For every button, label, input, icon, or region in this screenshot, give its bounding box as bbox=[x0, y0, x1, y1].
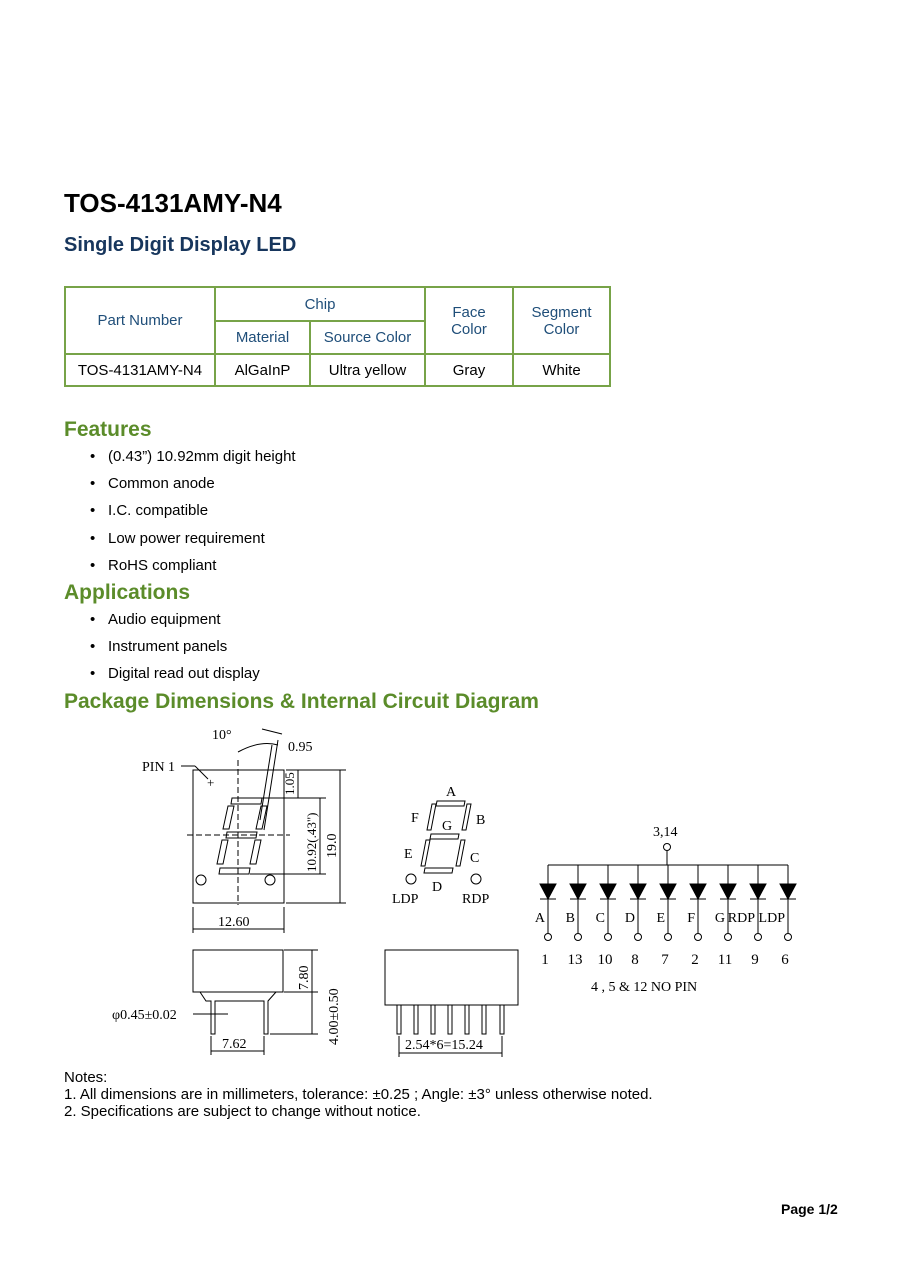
circuit-segment-label: LDP bbox=[758, 911, 785, 926]
th-chip: Chip bbox=[215, 287, 425, 321]
pin1-label: PIN 1 bbox=[142, 760, 176, 775]
list-item: • Audio equipment bbox=[88, 612, 260, 639]
list-item: • Common anode bbox=[88, 476, 296, 503]
notes-block bbox=[64, 1069, 653, 1120]
circuit-pin-number: 9 bbox=[751, 952, 759, 968]
circuit-pin-number: 13 bbox=[567, 952, 583, 968]
svg-text:+: + bbox=[207, 775, 215, 790]
dim-pitch-label: 2.54*6=15.24 bbox=[405, 1038, 483, 1053]
diode-symbol bbox=[750, 884, 766, 899]
td-material: AlGaInP bbox=[215, 354, 310, 386]
circuit-segment-label: C bbox=[595, 911, 605, 926]
circuit-pin-number: 8 bbox=[631, 952, 639, 968]
circuit-pin-number: 11 bbox=[717, 952, 733, 968]
features-heading: Features bbox=[64, 418, 152, 441]
seg-c-label: C bbox=[470, 851, 480, 866]
td-segment-color: White bbox=[513, 354, 610, 386]
slant-dim-label: 0.95 bbox=[288, 740, 313, 755]
document-subtitle: Single Digit Display LED bbox=[64, 234, 297, 256]
th-face-color-line2: Color bbox=[451, 320, 487, 338]
circuit-pin-number: 1 bbox=[541, 952, 549, 968]
notes-heading: Notes: bbox=[64, 1069, 108, 1086]
th-segment-color-line1: Segment bbox=[531, 303, 592, 321]
dim-row-label: 7.62 bbox=[222, 1037, 247, 1052]
circuit-pin-number: 2 bbox=[691, 952, 699, 968]
seg-g-label: G bbox=[442, 819, 453, 834]
list-item: • (0.43”) 10.92mm digit height bbox=[88, 449, 296, 476]
note-line-2: 2. Specifications are subject to change without notice. bbox=[64, 1103, 421, 1120]
td-source-color: Ultra yellow bbox=[310, 354, 425, 386]
circuit-segment-label: A bbox=[534, 911, 545, 926]
applications-heading: Applications bbox=[64, 581, 191, 604]
page-number: Page 1/2 bbox=[781, 1201, 838, 1217]
th-material: Material bbox=[215, 321, 310, 354]
seg-d-label: D bbox=[432, 880, 443, 895]
dim-width-label: 12.60 bbox=[218, 915, 250, 930]
pin-terminal bbox=[695, 934, 702, 941]
common-pin-label: 3,14 bbox=[653, 825, 678, 840]
diode-symbol bbox=[600, 884, 616, 899]
circuit-segment-label: E bbox=[656, 911, 665, 926]
list-item: • RoHS compliant bbox=[88, 558, 296, 585]
rdp-label: RDP bbox=[462, 892, 490, 907]
circuit-columns bbox=[535, 865, 796, 968]
ldp-label: LDP bbox=[392, 892, 419, 907]
dim-lead-label: 4.00±0.50 bbox=[327, 988, 342, 1045]
pin-terminal bbox=[665, 934, 672, 941]
diode-symbol bbox=[780, 884, 796, 899]
pin-terminal bbox=[725, 934, 732, 941]
th-part-number: Part Number bbox=[65, 287, 215, 354]
pin-terminal bbox=[635, 934, 642, 941]
dim-digit-label: 10.92(.43") bbox=[304, 812, 319, 872]
note-line-1: 1. All dimensions are in millimeters, tolerance: ±0.25 ; Angle: ±3° unless otherwise noted. bbox=[64, 1086, 653, 1103]
pin-terminal bbox=[755, 934, 762, 941]
list-item: • Digital read out display bbox=[88, 666, 260, 693]
th-segment-color-line2: Color bbox=[543, 320, 580, 338]
seg-b-label: B bbox=[476, 813, 486, 828]
diode-symbol bbox=[690, 884, 706, 899]
circuit-segment-label: G bbox=[714, 911, 725, 926]
circuit-segment-label: F bbox=[687, 911, 695, 926]
diode-symbol bbox=[660, 884, 676, 899]
package-heading: Package Dimensions & Internal Circuit Diagram bbox=[64, 690, 539, 713]
diode-symbol bbox=[540, 884, 556, 899]
circuit-pin-number: 7 bbox=[661, 952, 669, 968]
pin-terminal bbox=[575, 934, 582, 941]
dim-height-label: 19.0 bbox=[325, 833, 340, 858]
circuit-segment-label: D bbox=[624, 911, 635, 926]
list-item: • Instrument panels bbox=[88, 639, 260, 666]
list-item: • Low power requirement bbox=[88, 531, 296, 558]
no-pin-label: 4 , 5 & 12 NO PIN bbox=[591, 980, 698, 995]
diode-symbol bbox=[630, 884, 646, 899]
list-item: • I.C. compatible bbox=[88, 503, 296, 530]
th-face-color-line1: Face bbox=[452, 303, 486, 321]
circuit-pin-number: 6 bbox=[781, 952, 789, 968]
dim-depth-label: 7.80 bbox=[297, 965, 312, 990]
angle-label: 10° bbox=[212, 728, 232, 743]
document-title: TOS-4131AMY-N4 bbox=[64, 188, 282, 218]
th-source-color: Source Color bbox=[310, 321, 425, 354]
seg-a-label: A bbox=[446, 785, 457, 800]
dim-105-label: 1.05 bbox=[282, 772, 297, 795]
circuit-segment-label: RDP bbox=[727, 911, 755, 926]
circuit-segment-label: B bbox=[565, 911, 575, 926]
td-face-color: Gray bbox=[425, 354, 513, 386]
diode-symbol bbox=[720, 884, 736, 899]
dim-diameter-label: φ0.45±0.02 bbox=[112, 1008, 177, 1023]
seg-f-label: F bbox=[411, 811, 419, 826]
diode-symbol bbox=[570, 884, 586, 899]
pin-terminal bbox=[605, 934, 612, 941]
pin-terminal bbox=[545, 934, 552, 941]
circuit-pin-number: 10 bbox=[597, 952, 613, 968]
td-part-number: TOS-4131AMY-N4 bbox=[65, 354, 215, 386]
seg-e-label: E bbox=[404, 847, 413, 862]
pin-terminal bbox=[785, 934, 792, 941]
